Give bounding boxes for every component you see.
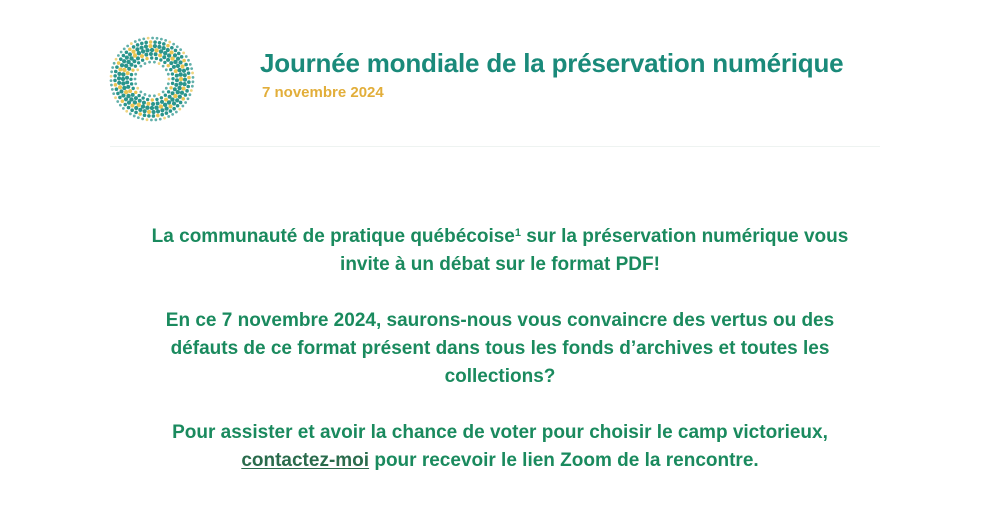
logo-dot <box>151 37 154 40</box>
logo-dot <box>163 117 166 120</box>
logo-dot <box>178 81 182 85</box>
logo-dot <box>151 110 155 114</box>
logo-dot <box>185 55 188 58</box>
logo-dot <box>162 46 166 50</box>
logo-dot <box>134 91 137 94</box>
logo-dot <box>145 48 149 52</box>
logo-dot <box>127 106 131 110</box>
logo-dot <box>125 80 129 84</box>
logo-dot <box>177 68 181 72</box>
logo-dot <box>158 41 162 45</box>
logo-dot <box>144 41 148 45</box>
logo-dot <box>121 99 125 103</box>
logo-dot <box>117 72 121 76</box>
logo-dot <box>117 76 121 80</box>
logo-dot <box>170 97 174 101</box>
logo-dot <box>176 90 180 94</box>
logo-dot <box>171 113 174 116</box>
logo-dot <box>180 55 184 59</box>
logo-dot <box>116 100 119 103</box>
logo-dot <box>185 89 189 93</box>
logo-dot <box>168 78 171 81</box>
logo-dot <box>117 81 121 85</box>
invitation-text-continued: sur la préservation numérique vous invite à un débat sur le format PDF! <box>340 226 849 275</box>
logo-dot <box>136 68 139 71</box>
logo-dot <box>171 82 174 85</box>
logo-dot <box>141 118 144 121</box>
logo-dot <box>121 72 125 76</box>
logo-dot <box>125 56 129 60</box>
logo-dot <box>164 107 168 111</box>
logo-dot <box>167 64 170 67</box>
logo-dot <box>169 68 172 71</box>
logo-dot <box>154 105 158 109</box>
dotted-circle-logo-icon <box>108 10 196 148</box>
logo-dot <box>148 94 151 97</box>
logo-dot <box>166 44 170 48</box>
logo-dot <box>145 105 149 109</box>
logo-dot <box>152 114 156 118</box>
logo-dot <box>192 80 195 83</box>
logo-dot <box>116 92 120 96</box>
logo-dot <box>173 94 177 98</box>
logo-dot <box>110 84 113 87</box>
logo-dot <box>172 107 176 111</box>
logo-dot <box>115 87 119 91</box>
logo-dot <box>187 80 191 84</box>
logo-dot <box>175 111 178 114</box>
logo-dot <box>159 58 162 61</box>
logo-dot <box>144 62 147 65</box>
logo-dot <box>182 52 185 55</box>
logo-dot <box>136 87 139 90</box>
logo-dot <box>120 63 124 67</box>
logo-dot <box>130 73 133 76</box>
logo-dot <box>120 51 123 54</box>
logo-dot <box>184 93 188 97</box>
logo-dot <box>139 46 143 50</box>
logo-dot <box>128 52 132 56</box>
logo-dot <box>169 109 173 113</box>
logo-dot <box>130 42 133 45</box>
logo-dot <box>114 70 118 74</box>
logo-dot <box>129 56 133 60</box>
logo-dot <box>140 42 144 46</box>
logo-dot <box>167 115 170 118</box>
header-divider <box>110 146 880 147</box>
logo-dot <box>162 65 165 68</box>
logo-dot <box>110 70 113 73</box>
logo-dot <box>115 65 119 69</box>
logo-dot <box>130 108 134 112</box>
logo-dot <box>150 56 153 59</box>
logo-dot <box>176 64 180 68</box>
logo-dot <box>137 51 141 55</box>
logo-dot <box>160 108 164 112</box>
logo-dot <box>159 118 162 121</box>
logo-dot <box>145 57 148 60</box>
logo-dot <box>114 96 117 99</box>
logo-dot <box>179 48 182 51</box>
logo-dot <box>110 79 113 82</box>
logo-dot <box>183 73 187 77</box>
logo-dot <box>166 58 170 62</box>
logo-dot <box>181 105 184 108</box>
logo-dot <box>182 59 186 63</box>
logo-dot <box>130 82 133 85</box>
logo-dot <box>169 61 173 65</box>
logo-dot <box>113 74 117 78</box>
logo-dot <box>174 83 178 87</box>
logo-dot <box>173 53 177 57</box>
logo-dot <box>159 104 163 108</box>
logo-dot <box>182 69 186 73</box>
logo-dot <box>131 93 135 97</box>
logo-dot <box>128 89 132 93</box>
logo-dot <box>124 64 128 68</box>
logo-dot <box>187 97 190 100</box>
logo-dot <box>175 78 179 82</box>
logo-dot <box>140 54 144 58</box>
logo-dot <box>171 72 174 75</box>
logo-dot <box>121 81 125 85</box>
logo-dot <box>184 101 187 104</box>
logo-dot <box>176 57 180 61</box>
logo-dot <box>172 65 176 69</box>
logo-dot <box>113 62 116 65</box>
logo-dot <box>121 77 125 81</box>
logo-dot <box>164 39 167 42</box>
logo-dot <box>134 96 138 100</box>
logo-dot <box>158 53 162 57</box>
logo-dot <box>133 115 136 118</box>
logo-dot <box>112 92 115 95</box>
logo-dot <box>169 86 172 89</box>
logo-dot <box>183 78 187 82</box>
footnote-marker: 1 <box>514 226 521 239</box>
logo-dot <box>122 68 126 72</box>
logo-dot <box>169 50 173 54</box>
logo-dot <box>180 64 184 68</box>
logo-dot <box>192 76 195 79</box>
logo-dot <box>137 94 140 97</box>
logo-dot <box>138 99 142 103</box>
logo-dot <box>178 95 182 99</box>
logo-dot <box>165 68 168 71</box>
logo-dot <box>149 52 153 56</box>
logo-dot <box>134 64 137 67</box>
logo-dot <box>156 101 160 105</box>
logo-dot <box>170 46 174 50</box>
contact-paragraph <box>150 419 850 475</box>
logo-dot <box>176 45 179 48</box>
logo-dot <box>154 118 157 121</box>
event-date: 7 novembre 2024 <box>262 84 384 101</box>
logo-dot <box>177 52 181 56</box>
logo-dot <box>150 48 154 52</box>
logo-dot <box>123 47 126 50</box>
logo-dot <box>154 52 158 56</box>
logo-dot <box>165 111 169 115</box>
logo-dot <box>126 71 130 75</box>
invitation-text: La communauté de pratique québécoise <box>151 226 515 247</box>
logo-dot <box>162 90 165 93</box>
logo-dot <box>178 108 181 111</box>
logo-dot <box>125 76 129 80</box>
logo-dot <box>166 48 170 52</box>
logo-dot <box>111 88 114 91</box>
logo-dot <box>151 102 155 106</box>
logo-dot <box>125 50 129 54</box>
logo-dot <box>128 48 132 52</box>
logo-dot <box>127 67 131 71</box>
logo-dot <box>142 37 145 40</box>
logo-dot <box>160 38 163 41</box>
logo-dot <box>178 72 182 76</box>
logo-dot <box>160 100 164 104</box>
logo-dot <box>144 93 147 96</box>
logo-dot <box>191 72 194 75</box>
logo-dot <box>134 78 137 81</box>
logo-dot <box>168 41 171 44</box>
logo-dot <box>136 43 140 47</box>
logo-dot <box>173 87 177 91</box>
logo-dot <box>175 74 179 78</box>
logo-dot <box>124 90 128 94</box>
logo-dot <box>187 71 191 75</box>
logo-dot <box>147 37 150 40</box>
logo-dot <box>186 67 190 71</box>
logo-dot <box>138 108 142 112</box>
contact-me-link[interactable]: contactez-moi <box>241 450 370 471</box>
contact-text-continued: pour recevoir le lien Zoom de la rencontre. <box>369 450 759 471</box>
logo-dot <box>163 61 166 64</box>
logo-dot <box>162 42 166 46</box>
logo-dot <box>134 111 138 115</box>
logo-dot <box>153 40 157 44</box>
logo-dot <box>189 63 192 66</box>
logo-dot <box>143 113 147 117</box>
logo-dot <box>144 44 148 48</box>
logo-dot <box>149 40 153 44</box>
page-title: Journée mondiale de la préservation numérique <box>260 48 844 78</box>
logo-dot <box>134 106 138 110</box>
logo-dot <box>148 61 151 64</box>
logo-dot <box>144 53 148 57</box>
logo-dot <box>154 48 158 52</box>
logo-dot <box>138 112 142 116</box>
logo-dot <box>141 59 144 62</box>
logo-dot <box>188 93 191 96</box>
logo-dot <box>177 86 181 90</box>
logo-dot <box>172 43 175 46</box>
logo-dot <box>117 61 121 65</box>
logo-dot <box>181 86 185 90</box>
logo-dot <box>178 60 182 64</box>
logo-dot <box>156 109 160 113</box>
logo-dot <box>172 101 176 105</box>
logo-dot <box>184 63 188 67</box>
logo-dot <box>160 113 164 117</box>
logo-dot <box>191 85 194 88</box>
logo-dot <box>186 85 190 89</box>
logo-dot <box>122 54 126 58</box>
logo-dot <box>111 66 114 69</box>
logo-dot <box>187 76 191 80</box>
logo-dot <box>171 77 174 80</box>
logo-dot <box>150 119 153 122</box>
logo-dot <box>155 57 158 60</box>
logo-dot <box>130 103 134 107</box>
logo-dot <box>119 57 123 61</box>
logo-dot <box>139 90 142 93</box>
logo-dot <box>162 55 166 59</box>
logo-dot <box>119 89 123 93</box>
logo-dot <box>181 97 185 101</box>
logo-dot <box>134 82 137 85</box>
logo-dot <box>134 73 137 76</box>
question-paragraph: En ce 7 novembre 2024, saurons-nous vous convaincre des vertus ou des défauts de ce format présent dans tous les fonds d’archives et toutes les collections? <box>165 310 835 387</box>
logo-dot <box>127 101 131 105</box>
logo-dot <box>168 104 172 108</box>
logo-dot <box>121 93 125 97</box>
logo-dot <box>156 114 160 118</box>
logo-dot <box>132 45 136 49</box>
logo-dot <box>187 59 190 62</box>
logo-dot <box>155 98 158 101</box>
logo-dot <box>174 49 178 53</box>
logo-dot <box>146 98 149 101</box>
logo-dot <box>141 96 144 99</box>
logo-dot <box>117 54 120 57</box>
logo-dot <box>118 85 122 89</box>
logo-dot <box>150 106 154 110</box>
logo-dot <box>118 96 122 100</box>
logo-dot <box>146 102 150 106</box>
logo-dot <box>156 37 159 40</box>
logo-dot <box>123 103 127 107</box>
logo-dot <box>143 109 147 113</box>
logo-dot <box>131 68 134 71</box>
logo-dot <box>153 44 157 48</box>
contact-text: Pour assister et avoir la chance de voter pour choisir le camp victorieux, <box>172 422 828 443</box>
logo-dot <box>164 94 167 97</box>
header <box>0 0 1000 150</box>
logo-dot <box>133 53 137 57</box>
logo-dot <box>175 98 179 102</box>
logo-dot <box>124 97 128 101</box>
logo-dot <box>167 73 170 76</box>
logo-dot <box>141 49 145 53</box>
logo-dot <box>147 114 151 118</box>
logo-dot <box>125 110 128 113</box>
logo-dot <box>129 112 132 115</box>
logo-dot <box>167 90 170 93</box>
invitation-paragraph <box>150 223 850 279</box>
logo-dot <box>129 78 132 81</box>
logo-dot <box>137 61 140 64</box>
logo-dot <box>126 85 130 89</box>
logo-dot <box>122 107 125 110</box>
logo-dot <box>139 65 142 68</box>
logo-dot <box>134 40 137 43</box>
logo-dot <box>119 104 122 107</box>
logo-dot <box>190 89 193 92</box>
logo-dot <box>148 44 152 48</box>
logo-dot <box>160 96 163 99</box>
logo-dot <box>135 47 139 51</box>
logo-dot <box>110 75 113 78</box>
logo-dot <box>153 94 156 97</box>
logo-dot <box>147 110 151 114</box>
logo-dot <box>138 39 141 42</box>
logo-dot <box>131 50 135 54</box>
logo-dot <box>118 67 122 71</box>
logo-dot <box>132 87 135 90</box>
logo-dot <box>122 59 126 63</box>
logo-dot <box>158 93 161 96</box>
logo-dot <box>163 103 167 107</box>
message-body <box>150 223 850 503</box>
logo-dot <box>146 118 149 121</box>
logo-dot <box>153 61 156 64</box>
logo-dot <box>190 67 193 70</box>
logo-dot <box>115 58 118 61</box>
logo-dot <box>167 100 171 104</box>
logo-dot <box>179 101 183 105</box>
logo-dot <box>142 101 146 105</box>
logo-dot <box>176 104 180 108</box>
logo-dot <box>157 45 161 49</box>
logo-dot <box>151 98 154 101</box>
logo-dot <box>126 45 129 48</box>
logo-dot <box>113 79 117 83</box>
logo-dot <box>158 62 161 65</box>
logo-dot <box>182 82 186 86</box>
logo-dot <box>126 60 130 64</box>
logo-dot <box>174 69 178 73</box>
logo-dot <box>165 87 168 90</box>
logo-dot <box>137 116 140 119</box>
logo-dot <box>179 77 183 81</box>
logo-dot <box>122 86 126 90</box>
logo-dot <box>180 91 184 95</box>
logo-dot <box>114 83 118 87</box>
logo-dot <box>167 82 170 85</box>
